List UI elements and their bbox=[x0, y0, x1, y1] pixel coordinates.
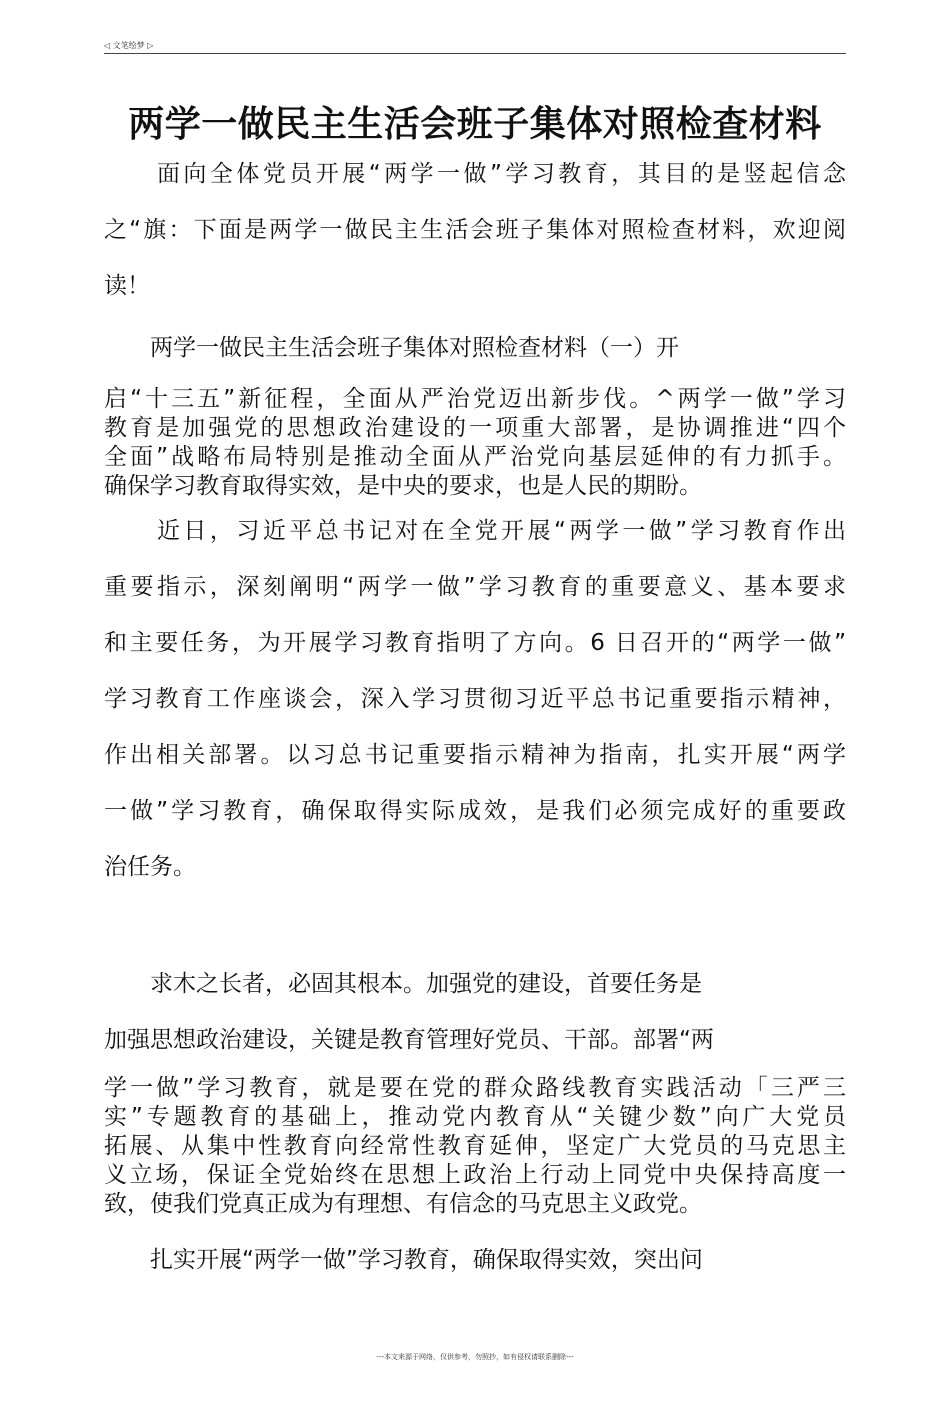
paragraph-line: 学一做”学习教育，就是要在党的群众路线教育实践活动「三严三 bbox=[104, 1075, 846, 1101]
intro-line: 读！ bbox=[104, 273, 150, 299]
paragraph-4 bbox=[104, 1074, 846, 1219]
paragraph-line: 确保学习教育取得实效，是中央的要求，也是人民的期盼。 bbox=[104, 473, 702, 499]
paragraph-line: 一做”学习教育，确保取得实际成效，是我们必须完成好的重要政 bbox=[104, 798, 846, 824]
paragraph-line: 近日，习近平总书记对在全党开展“两学一做”学习教育作出 bbox=[104, 518, 846, 544]
paragraph-line: 重要指示，深刻阐明“两学一做”学习教育的重要意义、基本要求 bbox=[104, 574, 846, 600]
paragraph-1 bbox=[104, 385, 846, 501]
footer-note: ---本文来源于网络，仅供参考，勿照抄，如有侵权请联系删除--- bbox=[376, 1353, 574, 1361]
paragraph-5 bbox=[104, 1232, 846, 1288]
paragraph-line: 加强思想政治建设，关键是教育管理好党员、干部。部署“两 bbox=[104, 1027, 714, 1053]
paragraph-line: 致，使我们党真正成为有理想、有信念的马克思主义政党。 bbox=[104, 1191, 702, 1217]
paragraph-line: 义立场，保证全党始终在思想上政治上行动上同党中央保持高度一 bbox=[104, 1162, 846, 1188]
intro-line: 面向全体党员开展“两学一做”学习教育，其目的是竖起信念 bbox=[104, 161, 846, 187]
intro-paragraph bbox=[104, 146, 846, 314]
paragraph-line: 学习教育工作座谈会，深入学习贯彻习近平总书记重要指示精神， bbox=[104, 686, 846, 712]
paragraph-line: 全面”战略布局特别是推动全面从严治党向基层延伸的有力抓手。 bbox=[104, 444, 846, 470]
paragraph-3 bbox=[104, 956, 846, 1068]
header-note: ◁ 文笔绘梦 ▷ bbox=[104, 41, 154, 50]
section-heading-text: 两学一做民主生活会班子集体对照检查材料（一）开 bbox=[104, 335, 679, 361]
paragraph-line: 和主要任务，为开展学习教育指明了方向。6 日召开的“两学一做” bbox=[104, 630, 846, 656]
paragraph-line: 作出相关部署。以习总书记重要指示精神为指南，扎实开展“两学 bbox=[104, 742, 846, 768]
paragraph-line: 求木之长者，必固其根本。加强党的建设，首要任务是 bbox=[104, 971, 702, 997]
paragraph-line: 实”专题教育的基础上，推动党内教育从“关键少数”向广大党员 bbox=[104, 1104, 846, 1130]
paragraph-line: 治任务。 bbox=[104, 854, 196, 880]
intro-line: 之“旗：下面是两学一做民主生活会班子集体对照检查材料，欢迎阅 bbox=[104, 217, 846, 243]
paragraph-line: 拓展、从集中性教育向经常性教育延伸，坚定广大党员的马克思主 bbox=[104, 1133, 846, 1159]
section-heading bbox=[104, 320, 846, 376]
document-title: 两学一做民主生活会班子集体对照检查材料 bbox=[128, 104, 822, 145]
paragraph-line: 教育是加强党的思想政治建设的一项重大部署，是协调推进“四个 bbox=[104, 415, 846, 441]
header-rule bbox=[104, 53, 846, 54]
paragraph-line: 启“十三五”新征程，全面从严治党迈出新步伐。^两学一做”学习 bbox=[104, 386, 846, 412]
paragraph-line: 扎实开展“两学一做”学习教育，确保取得实效，突出问 bbox=[104, 1247, 703, 1273]
paragraph-2 bbox=[104, 503, 846, 895]
